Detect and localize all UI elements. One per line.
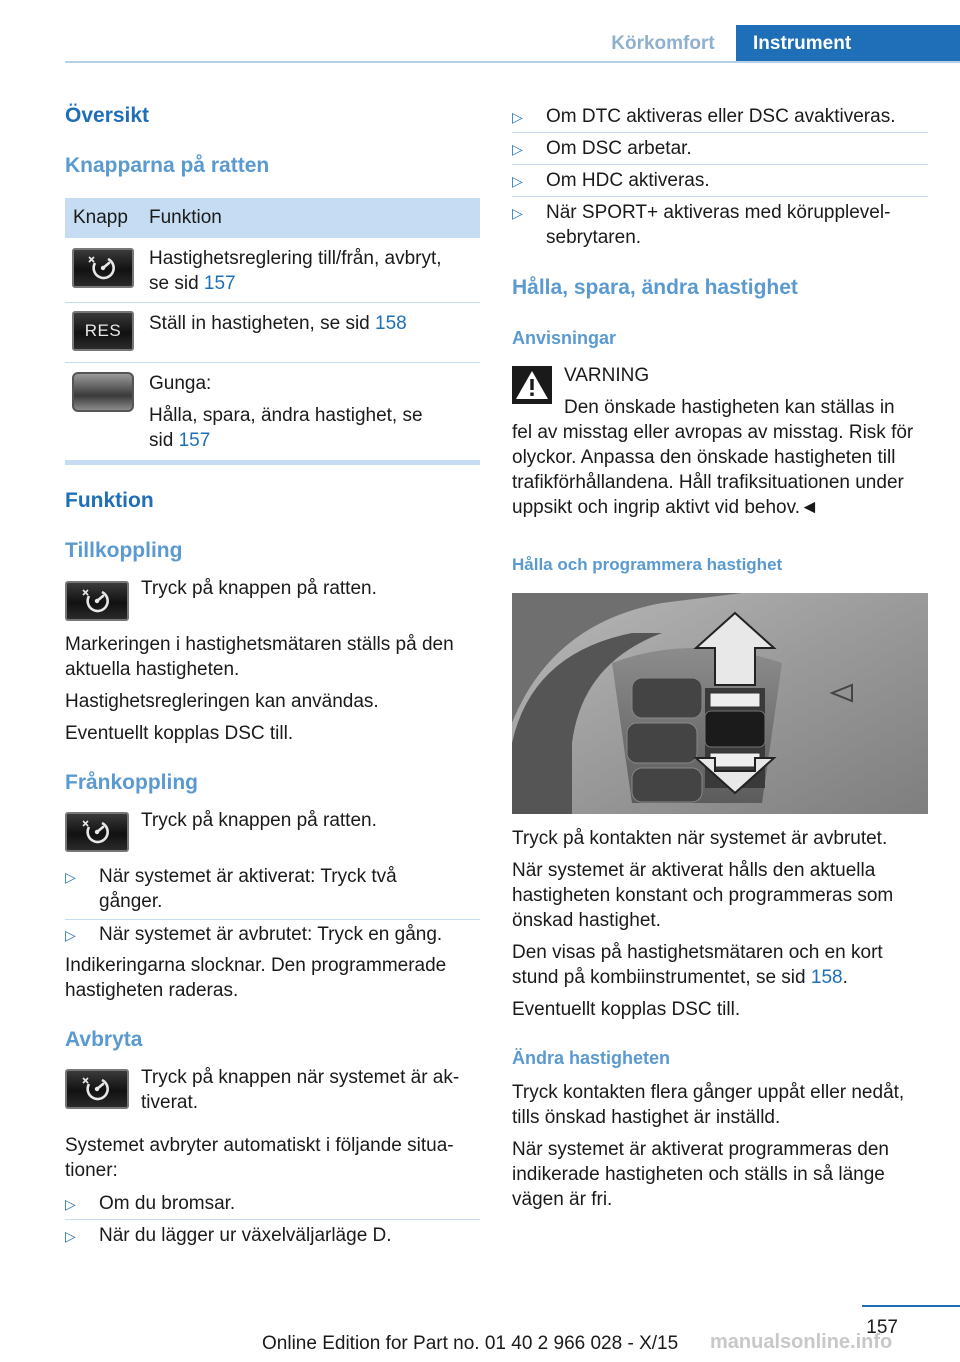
avb-bullet-2: När du lägger ur växelväljarläge D. (99, 1225, 392, 1246)
till-paragraph-1: Markeringen i hastighetsmätaren ställs på den aktuella hastigheten. (65, 634, 454, 680)
page-link-157[interactable]: 157 (203, 273, 236, 294)
warning-title: VARNING (564, 365, 650, 386)
warning-triangle-icon (512, 366, 552, 404)
bullet-icon: ▷ (512, 141, 523, 157)
right-paragraph-5: Tryck kontakten flera gånger uppåt eller nedåt, tills önskad hastighet är inställd. (512, 1082, 905, 1128)
col-knapp: Knapp (73, 207, 128, 228)
tab-instrument[interactable]: Instrument (736, 25, 960, 62)
bullet-separator (65, 919, 480, 920)
row1-text: Hastighetsreglering till/från, avbryt, se sid 157 (149, 248, 442, 294)
right-paragraph-1: Tryck på kontakten när systemet är avbrutet. (512, 828, 888, 849)
row-separator (65, 302, 480, 303)
right-paragraph-6: När systemet är aktiverat programmeras den indikerade hastigheten och ställs in så länge vägen är fri. (512, 1139, 889, 1210)
footer-rule (862, 1305, 960, 1307)
heading-oversikt: Översikt (65, 104, 150, 127)
fran-bullet-1: När systemet är aktiverat: Tryck två gånger. (99, 866, 397, 912)
res-button-icon: RES (72, 311, 134, 351)
till-paragraph-3: Eventuellt kopplas DSC till. (65, 723, 294, 744)
heading-tillkoppling: Tillkoppling (65, 539, 183, 562)
cruise-control-icon (86, 255, 120, 281)
fran-bullet-2: När systemet är avbrutet: Tryck en gång. (99, 924, 443, 945)
avb-paragraph: Systemet avbryter automatiskt i följande situa‐ tioner: (65, 1135, 454, 1181)
bullet-icon: ▷ (65, 869, 76, 885)
row2-text: Ställ in hastigheten, se sid 158 (149, 313, 407, 334)
bullet-icon: ▷ (512, 205, 523, 221)
col-funktion: Funktion (149, 207, 222, 228)
cruise-control-icon (80, 1076, 114, 1102)
page-link-158[interactable]: 158 (810, 967, 843, 988)
heading-halla-programmera: Hålla och programmera hastighet (512, 555, 783, 574)
watermark: manualsonline.info (710, 1331, 893, 1353)
right-bullet-2: Om DSC arbetar. (546, 138, 692, 159)
bullet-separator (512, 132, 928, 133)
cruise-onoff-button-icon (72, 248, 134, 288)
table-end-rule (65, 460, 480, 465)
heading-halla-spara: Hålla, spara, ändra hastighet (512, 276, 798, 299)
till-paragraph-2: Hastighetsregleringen kan användas. (65, 691, 379, 712)
heading-avbryta: Avbryta (65, 1028, 143, 1051)
heading-knapparna: Knapparna på ratten (65, 154, 270, 177)
tab-korkomfort[interactable]: Körkomfort (611, 33, 715, 54)
fran-paragraph: Indikeringarna slocknar. Den programmerade hastigheten raderas. (65, 955, 447, 1001)
page-link-157[interactable]: 157 (178, 430, 211, 451)
heading-funktion: Funktion (65, 489, 154, 512)
steering-wheel-image (512, 593, 928, 814)
avb-bullet-1: Om du bromsar. (99, 1193, 236, 1214)
warning-body: fel av misstag eller avropas av misstag. Risk för olyckor. Anpassa den önskade hastigheten till trafikförhållandena. Håll trafiksituationen under uppsikt och ingrip aktivt vid behov.◄ (512, 422, 914, 518)
warning-line-1: Den önskade hastigheten kan ställas in (564, 397, 895, 418)
bullet-separator (512, 164, 928, 165)
cruise-control-icon (80, 819, 114, 845)
till-press-text: Tryck på knappen på ratten. (141, 578, 377, 599)
row-separator (65, 362, 480, 363)
rocker-switch-icon (72, 372, 134, 412)
header-rule (65, 61, 960, 63)
page-number: 157 (866, 1317, 898, 1338)
bullet-separator (512, 196, 928, 197)
row3-text: Gunga: Hålla, spara, ändra hastighet, se sid 157 (149, 373, 423, 451)
heading-frankoppling: Frånkoppling (65, 771, 198, 794)
cruise-button-icon (65, 581, 129, 621)
avb-press-text: Tryck på knappen när systemet är ak‐ tiverat. (141, 1067, 460, 1113)
bullet-separator (65, 1219, 480, 1220)
right-bullet-3: Om HDC aktiveras. (546, 170, 710, 191)
bullet-icon: ▷ (65, 1228, 76, 1244)
table-header (65, 198, 480, 238)
edition-text: Online Edition for Part no. 01 40 2 966 028 - X/15 (262, 1333, 679, 1354)
heading-anvisningar: Anvisningar (512, 328, 617, 348)
cruise-control-icon (80, 588, 114, 614)
fran-press-text: Tryck på knappen på ratten. (141, 810, 377, 831)
cruise-button-icon (65, 812, 129, 852)
heading-andra-hastigheten: Ändra hastigheten (512, 1048, 671, 1068)
cruise-button-icon (65, 1069, 129, 1109)
bullet-icon: ▷ (512, 173, 523, 189)
bullet-icon: ▷ (512, 109, 523, 125)
right-paragraph-3: Den visas på hastighetsmätaren och en kort stund på kombiinstrumentet, se sid 158. (512, 942, 883, 988)
page-link-158[interactable]: 158 (375, 313, 407, 334)
right-paragraph-2: När systemet är aktiverat hålls den aktuella hastigheten konstant och programmeras som önskad hastighet. (512, 860, 894, 931)
bullet-icon: ▷ (65, 927, 76, 943)
right-bullet-1: Om DTC aktiveras eller DSC avaktiveras. (546, 106, 896, 127)
bullet-icon: ▷ (65, 1196, 76, 1212)
right-paragraph-4: Eventuellt kopplas DSC till. (512, 999, 741, 1020)
right-bullet-4: När SPORT+ aktiveras med körupplevel‐ sebrytaren. (546, 202, 891, 248)
